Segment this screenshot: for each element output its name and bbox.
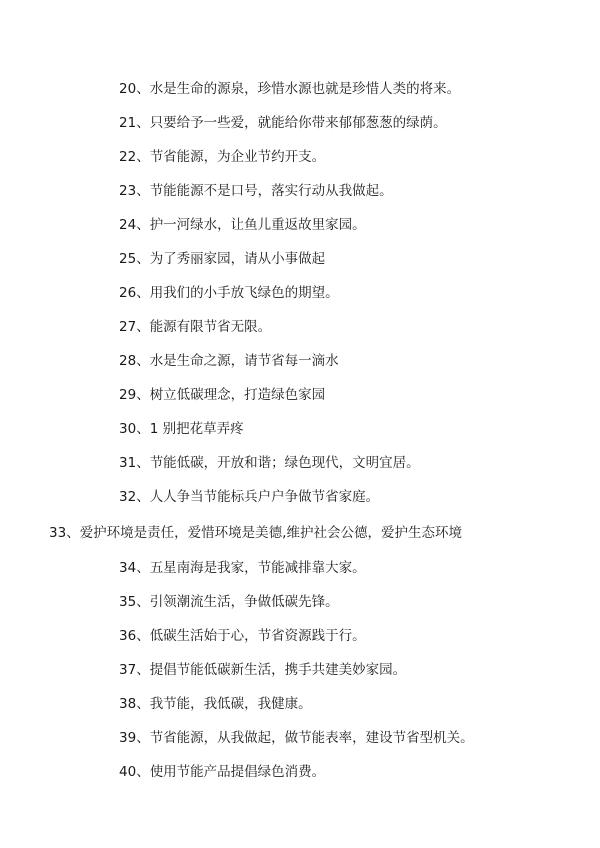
item-text: 引领潮流生活，争做低碳先锋。	[149, 594, 339, 610]
item-separator: 、	[136, 149, 150, 165]
list-item	[0, 416, 600, 442]
list-item	[0, 144, 600, 170]
item-number: 22	[119, 149, 137, 165]
item-separator: 、	[136, 251, 150, 267]
item-text: 提倡节能低碳新生活，携手共建美妙家园。	[149, 662, 407, 678]
item-separator: 、	[136, 455, 150, 471]
item-text: 节能能源不是口号，落实行动从我做起。	[149, 183, 393, 199]
item-separator: 、	[136, 662, 150, 678]
item-number: 39	[119, 730, 137, 746]
item-text: 节能低碳，开放和谐；绿色现代，文明宜居。	[149, 455, 420, 471]
item-text: 1 别把花草弄疼	[149, 421, 244, 437]
list-item	[0, 110, 600, 136]
item-number: 26	[119, 285, 137, 301]
list-item	[0, 246, 600, 272]
item-separator: 、	[136, 217, 150, 233]
item-text: 五星南海是我家，节能减排靠大家。	[149, 560, 366, 576]
item-text: 使用节能产品提倡绿色消费。	[149, 764, 326, 780]
list-item	[0, 518, 600, 548]
item-number: 28	[119, 353, 137, 369]
list-item	[0, 314, 600, 340]
item-text: 用我们的小手放飞绿色的期望。	[149, 285, 339, 301]
item-text: 水是生命的源泉，珍惜水源也就是珍惜人类的将来。	[149, 81, 461, 97]
list-item	[0, 76, 600, 102]
item-number: 25	[119, 251, 137, 267]
item-text: 为了秀丽家园，请从小事做起	[149, 251, 326, 267]
item-number: 24	[119, 217, 137, 233]
item-separator: 、	[66, 525, 80, 541]
item-text: 爱护环境是责任，爱惜环境是美德,维护社会公德，爱护生态环境	[79, 525, 462, 541]
item-separator: 、	[136, 319, 150, 335]
item-text: 我节能，我低碳，我健康。	[149, 696, 312, 712]
item-number: 34	[119, 560, 137, 576]
item-separator: 、	[136, 285, 150, 301]
item-number: 29	[119, 387, 137, 403]
item-separator: 、	[136, 387, 150, 403]
item-separator: 、	[136, 594, 150, 610]
list-item	[0, 280, 600, 306]
item-separator: 、	[136, 764, 150, 780]
item-text: 节省能源，从我做起，做节能表率，建设节省型机关。	[149, 730, 474, 746]
item-number: 36	[119, 628, 137, 644]
item-text: 节省能源，为企业节约开支。	[149, 149, 326, 165]
item-text: 水是生命之源，请节省每一滴水	[149, 353, 339, 369]
item-number: 38	[119, 696, 137, 712]
item-number: 23	[119, 183, 137, 199]
item-number: 30	[119, 421, 137, 437]
item-text: 人人争当节能标兵户户争做节省家庭。	[149, 489, 380, 505]
item-separator: 、	[136, 560, 150, 576]
list-item	[0, 382, 600, 408]
item-number: 33	[49, 525, 67, 541]
item-number: 37	[119, 662, 137, 678]
slogan-list	[0, 76, 600, 793]
list-item	[0, 759, 600, 785]
item-number: 32	[119, 489, 137, 505]
item-separator: 、	[136, 696, 150, 712]
item-number: 21	[119, 115, 137, 131]
item-separator: 、	[136, 81, 150, 97]
item-number: 31	[119, 455, 137, 471]
item-number: 27	[119, 319, 137, 335]
list-item	[0, 691, 600, 717]
item-text: 只要给予一些爱，就能给你带来郁郁葱葱的绿荫。	[149, 115, 447, 131]
item-text: 能源有限节省无限。	[149, 319, 272, 335]
item-separator: 、	[136, 115, 150, 131]
list-item	[0, 725, 600, 751]
item-separator: 、	[136, 489, 150, 505]
list-item	[0, 657, 600, 683]
item-separator: 、	[136, 183, 150, 199]
item-separator: 、	[136, 421, 150, 437]
item-number: 40	[119, 764, 137, 780]
list-item	[0, 178, 600, 204]
item-text: 护一河绿水，让鱼儿重返故里家园。	[149, 217, 366, 233]
item-number: 35	[119, 594, 137, 610]
list-item	[0, 450, 600, 476]
item-separator: 、	[136, 730, 150, 746]
item-text: 树立低碳理念，打造绿色家园	[149, 387, 326, 403]
item-number: 20	[119, 81, 137, 97]
item-separator: 、	[136, 353, 150, 369]
list-item	[0, 212, 600, 238]
list-item	[0, 484, 600, 510]
item-text: 低碳生活始于心，节省资源践于行。	[149, 628, 366, 644]
list-item	[0, 348, 600, 374]
item-separator: 、	[136, 628, 150, 644]
list-item	[0, 555, 600, 581]
list-item	[0, 589, 600, 615]
list-item	[0, 623, 600, 649]
